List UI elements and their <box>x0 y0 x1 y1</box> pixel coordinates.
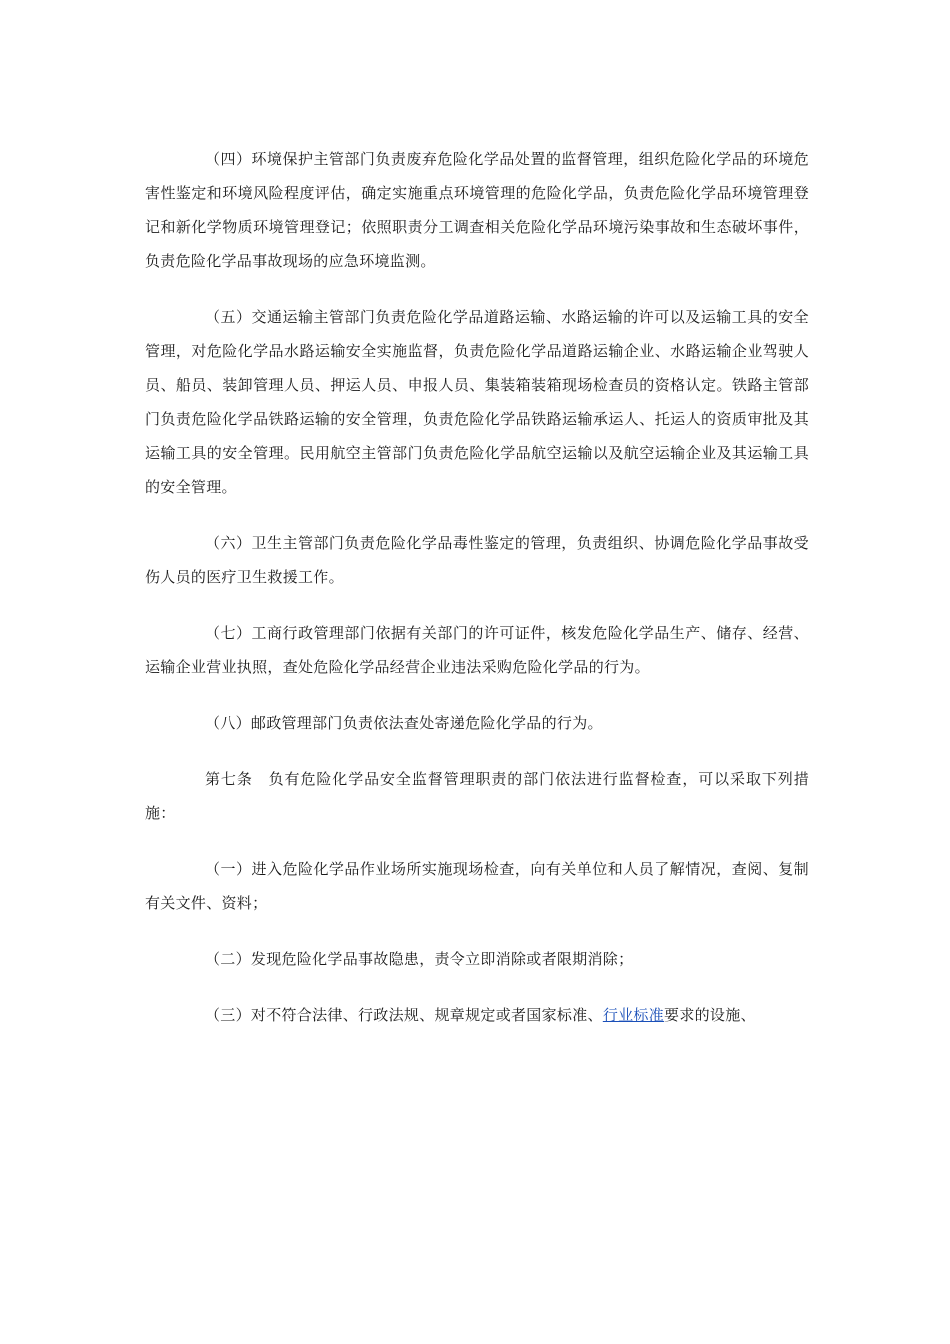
paragraph-section-4: （四）环境保护主管部门负责废弃危险化学品处置的监督管理，组织危险化学品的环境危害性鉴定和环境风险程度评估，确定实施重点环境管理的危险化学品，负责危险化学品环境管理登记和新化学物质环境管理登记；依照职责分工调查相关危险化学品环境污染事故和生态破坏事件，负责危险化学品事故现场的应急环境监测。 <box>145 150 809 270</box>
paragraph-measure-3 <box>145 998 809 1032</box>
paragraph-measure-2: （二）发现危险化学品事故隐患，责令立即消除或者限期消除； <box>205 950 634 968</box>
paragraph-section-7: （七）工商行政管理部门依据有关部门的许可证件，核发危险化学品生产、储存、经营、运输企业营业执照，查处危险化学品经营企业违法采购危险化学品的行为。 <box>145 624 809 676</box>
paragraph-article-7: 第七条 负有危险化学品安全监督管理职责的部门依法进行监督检查，可以采取下列措施： <box>145 770 809 822</box>
measure-3-text-after: 要求的设施、 <box>664 1006 756 1024</box>
paragraph-section-5: （五）交通运输主管部门负责危险化学品道路运输、水路运输的许可以及运输工具的安全管理，对危险化学品水路运输安全实施监督，负责危险化学品道路运输企业、水路运输企业驾驶人员、船员、装卸管理人员、押运人员、申报人员、集装箱装箱现场检查员的资格认定。铁路主管部门负责危险化学品铁路运输的安全管理，负责危险化学品铁路运输承运人、托运人的资质审批及其运输工具的安全管理。民用航空主管部门负责危险化学品航空运输以及航空运输企业及其运输工具的安全管理。 <box>145 308 809 496</box>
paragraph-measure-1: （一）进入危险化学品作业场所实施现场检查，向有关单位和人员了解情况，查阅、复制有关文件、资料； <box>145 860 809 912</box>
industry-standard-link[interactable]: 行业标准 <box>602 1006 665 1024</box>
document-body <box>145 142 809 1032</box>
paragraph-section-6: （六）卫生主管部门负责危险化学品毒性鉴定的管理，负责组织、协调危险化学品事故受伤人员的医疗卫生救援工作。 <box>145 534 809 586</box>
paragraph-section-8: （八）邮政管理部门负责依法查处寄递危险化学品的行为。 <box>205 714 603 732</box>
measure-3-text-before: （三）对不符合法律、行政法规、规章规定或者国家标准、 <box>205 1006 603 1024</box>
